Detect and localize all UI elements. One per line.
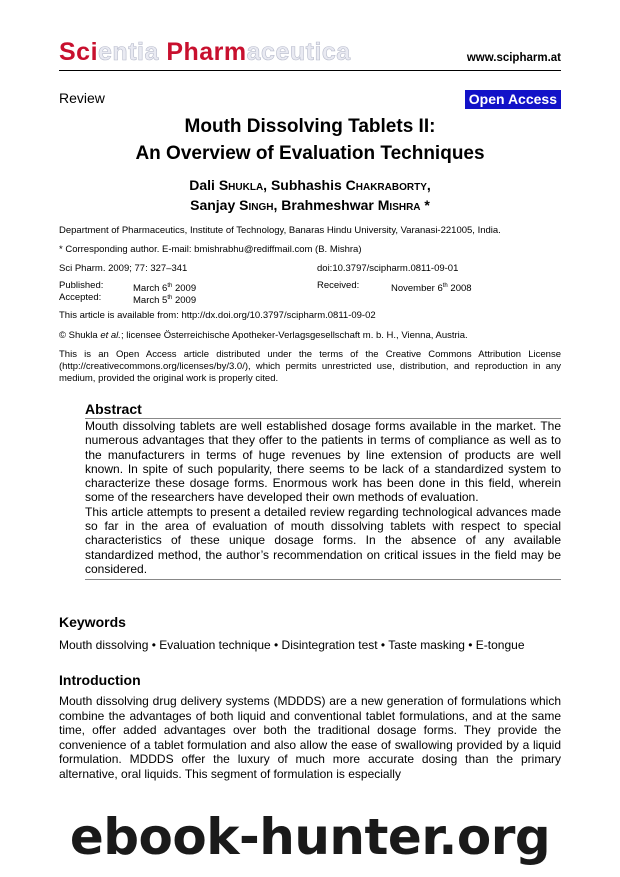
author-last: Shukla	[218, 177, 264, 193]
author-first: , Subhashis	[263, 177, 346, 193]
journal-url[interactable]: www.scipharm.at	[466, 52, 561, 64]
title-line-2: An Overview of Evaluation Techniques	[135, 143, 485, 164]
introduction-paragraph: Mouth dissolving drug delivery systems (MDDDS) are a new generation of formulations which combine the advantages of both liquid and conventional tablet formulations, and at the same time, offer added advantages over both the traditional dosage forms. They provide the convenience of a tablet formulation and also allow the ease of swallowing provided by a liquid formulation. MDDDS offer the luxury of much more accurate dosing than the primary alternative, oral liquids. This segment of formulation is especially	[59, 694, 561, 781]
logo-part-sci: Sci	[59, 38, 99, 66]
published-date: March 6th 2009	[133, 283, 197, 295]
abstract-paragraph: This article attempts to present a detailed review regarding technological advances made so far in the area of evaluation of mouth dissolving tablets with respect to special characteristics of these unique dosage forms. In the absence of any available standardized method, the author’s recommendation on critical issues in the field may be considered.	[85, 504, 561, 576]
accepted-label: Accepted:	[59, 292, 102, 303]
accepted-date: March 5th 2009	[133, 295, 197, 307]
license-note: This is an Open Access article distributed under the terms of the Creative Commons Attribution License (http://creativecommons.org/licenses/by/3.0/), which permits unrestricted use, distribution, and reproduction in any medium, provided the original work is properly cited.	[59, 349, 561, 384]
copyright-note: © Shukla et al.; licensee Österreichische Apotheker-Verlagsgesellschaft m. b. H., Vienna, Austria.	[59, 330, 468, 341]
corresponding-star: *	[420, 197, 430, 213]
keywords-heading: Keywords	[59, 614, 126, 630]
author-last: Chakraborty	[345, 177, 427, 193]
author-last: Singh	[239, 197, 274, 213]
affiliation: Department of Pharmaceutics, Institute of Technology, Banaras Hindu University, Varanasi-221005, India.	[59, 225, 501, 236]
citation: Sci Pharm. 2009; 77: 327–341	[59, 263, 188, 274]
title-line-1: Mouth Dissolving Tablets II:	[184, 116, 436, 137]
corresponding-author: * Corresponding author. E-mail: bmishrabhu@rediffmail.com (B. Mishra)	[59, 244, 362, 255]
article-type-label: Review	[59, 90, 105, 106]
logo-part-aceutica: aceutica	[246, 38, 351, 66]
logo-part-entia: entia	[98, 38, 167, 66]
open-access-badge: Open Access	[465, 90, 561, 109]
abstract-body	[85, 419, 561, 580]
received-label: Received:	[317, 280, 360, 291]
author-separator: ,	[426, 177, 431, 193]
introduction-heading: Introduction	[59, 672, 141, 688]
abstract-paragraph: Mouth dissolving tablets are well established dosage forms available in the market. The numerous advantages that they offer to the patients in terms of compliance as well as to the manufacturers in terms of huge revenues by line extension of products are well known. In spite of such popularity, there seems to be lack of a standardized system to characterize these dosage forms. Enormous work has been done in this field, wherein some of the researchers have developed their own methods of evaluation.	[85, 419, 561, 505]
journal-logo	[59, 38, 351, 68]
article-title	[0, 113, 620, 167]
author-line-2	[0, 195, 620, 215]
keywords-list: Mouth dissolving • Evaluation technique • Disintegration test • Taste masking • E-tongue	[59, 638, 525, 652]
watermark: ebook-hunter.org	[69, 808, 551, 866]
abstract-heading: Abstract	[85, 400, 561, 419]
availability-note: This article is available from: http://dx.doi.org/10.3797/scipharm.0811-09-02	[59, 310, 376, 321]
header-rule	[59, 70, 561, 71]
author-first: , Brahmeshwar	[273, 197, 378, 213]
author-first: Sanjay	[190, 197, 240, 213]
abstract-section	[85, 400, 561, 580]
published-label: Published:	[59, 280, 104, 291]
author-list	[0, 175, 620, 215]
received-date: November 6th 2008	[391, 283, 472, 295]
author-last: Mishra	[377, 197, 421, 213]
author-line-1	[0, 175, 620, 195]
doi[interactable]: doi:10.3797/scipharm.0811-09-01	[317, 263, 459, 274]
logo-part-pharm: Pharm	[166, 38, 247, 66]
author-first: Dali	[189, 177, 219, 193]
